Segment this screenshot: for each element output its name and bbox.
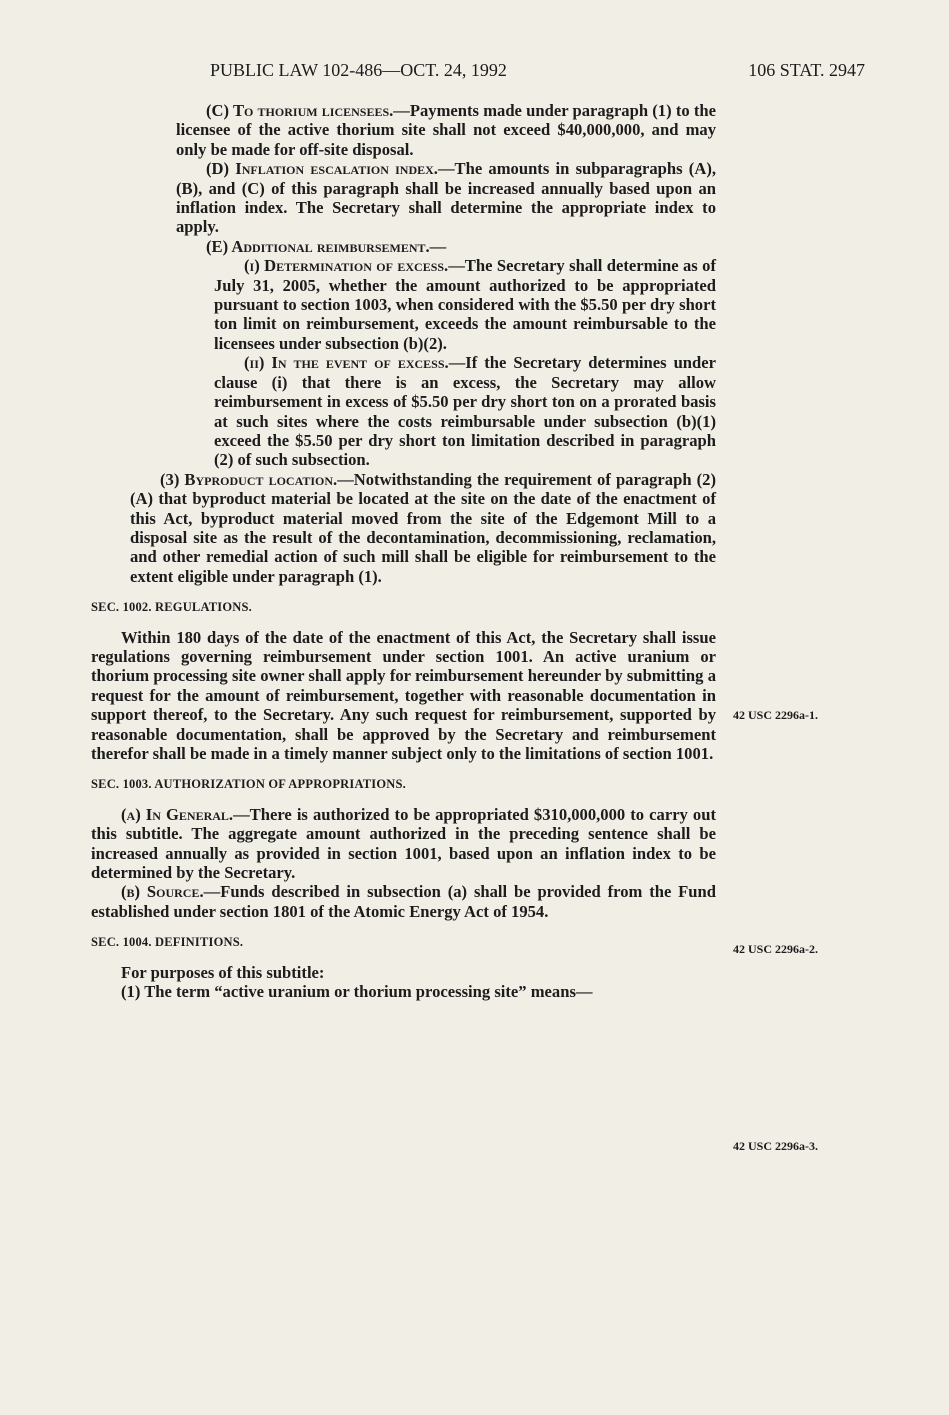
- running-header: [210, 60, 865, 86]
- paragraph-c-text: —Payments made under paragraph (1) to the licensee of the active thorium site shall not exceed $40,000,000, and may only be made for off-site disposal.: [176, 101, 716, 159]
- paragraph-3-text: —Notwithstanding the requirement of paragraph (2)(A) that byproduct material be located at the site on the date of the enactment of this Act, byproduct material moved from the site of the Edgemont Mill to a disposal site as the result of the decontamination, decommissioning, reclamation, and other remedial action of such mill shall be eligible for reimbursement to the extent eligible under paragraph (1).: [130, 469, 716, 586]
- margin-note-1002: 42 USC 2296a-1.: [733, 708, 819, 722]
- paragraph-c-heading: (C) To thorium licensees.: [206, 101, 394, 120]
- clause-e-ii-text: —If the Secretary determines under clause (i) that there is an excess, the Secretary may allow reimbursement in excess of $5.50 per dry short ton on a prorated basis at such sites where the costs reimbursable under subsection (b)(1) exceed the $5.50 per dry short ton limitation described in paragraph (2) of such subsection.: [214, 353, 716, 470]
- paragraph-d-heading: (D) Inflation escalation index.: [206, 159, 438, 179]
- section-1002-heading: SEC. 1002. REGULATIONS.: [91, 600, 252, 615]
- paragraph-c: [88, 101, 716, 159]
- subsection-a-text: —There is authorized to be appropriated $310,000,000 to carry out this subtitle. The aggregate amount authorized in the preceding sentence shall be increased annually as provided in section 1001, based upon an inflation index to be determined by the Secretary.: [91, 804, 716, 883]
- paragraph-e: [88, 237, 716, 256]
- subsection-a: [88, 805, 716, 883]
- clause-e-ii-heading: (ii) In the event of excess.: [244, 353, 449, 373]
- section-1004-heading: SEC. 1004. DEFINITIONS.: [91, 935, 244, 950]
- law-text: [88, 101, 716, 1001]
- header-title: PUBLIC LAW 102-486—OCT. 24, 1992: [210, 60, 507, 80]
- header-stat-page: 106 STAT. 2947: [748, 60, 865, 80]
- margin-note-1003: 42 USC 2296a-2.: [733, 942, 819, 956]
- subsection-a-heading: (a) In General.: [121, 804, 234, 824]
- clause-e-i-heading: (i) Determination of excess.: [244, 256, 449, 276]
- subsection-b-text: —Funds described in subsection (a) shall be provided from the Fund established under section 1801 of the Atomic Energy Act of 1954.: [91, 882, 716, 921]
- clause-e-i-text: —The Secretary shall determine as of July 31, 2005, whether the amount authorized to be appropriated pursuant to section 1003, when considered with the $5.50 per dry short ton limit on reimbursement, exceeds the amount reimbursable to the licensees under subsection (b)(2).: [214, 256, 716, 353]
- paragraph-3-heading: (3) Byproduct location.: [160, 469, 338, 489]
- paragraph-e-heading: (E) Additional reimbursement.—: [206, 236, 447, 256]
- paragraph-3: [88, 470, 716, 586]
- definition-1: (1) The term “active uranium or thorium processing site” means—: [121, 982, 593, 1002]
- section-1002-text: Within 180 days of the date of the enactment of this Act, the Secretary shall issue regulations governing reimbursement under section 1001. An active uranium or thorium processing site owner shall apply for reimbursement hereunder by submitting a request for the amount of reimbursement, together with reasonable documentation in support thereof, to the Secretary. Any such request for reimbursement, supported by reasonable documentation, shall be approved by the Secretary and reimbursement therefor shall be made in a timely manner subject only to the limitations of section 1001.: [91, 627, 716, 763]
- definitions-intro: For purposes of this subtitle:: [121, 962, 325, 982]
- section-1003-heading: SEC. 1003. AUTHORIZATION OF APPROPRIATIONS.: [91, 777, 407, 792]
- subsection-b-heading: (b) Source.: [121, 882, 204, 902]
- clause-e-i: [88, 256, 716, 353]
- margin-note-1004: 42 USC 2296a-3.: [733, 1139, 819, 1153]
- paragraph-d: [88, 159, 716, 237]
- paragraph-d-text: —The amounts in subparagraphs (A), (B), and (C) of this paragraph shall be increased annually based upon an inflation index. The Secretary shall determine the appropriate index to apply.: [176, 159, 716, 237]
- subsection-b: [88, 882, 716, 921]
- clause-e-ii: [88, 353, 716, 469]
